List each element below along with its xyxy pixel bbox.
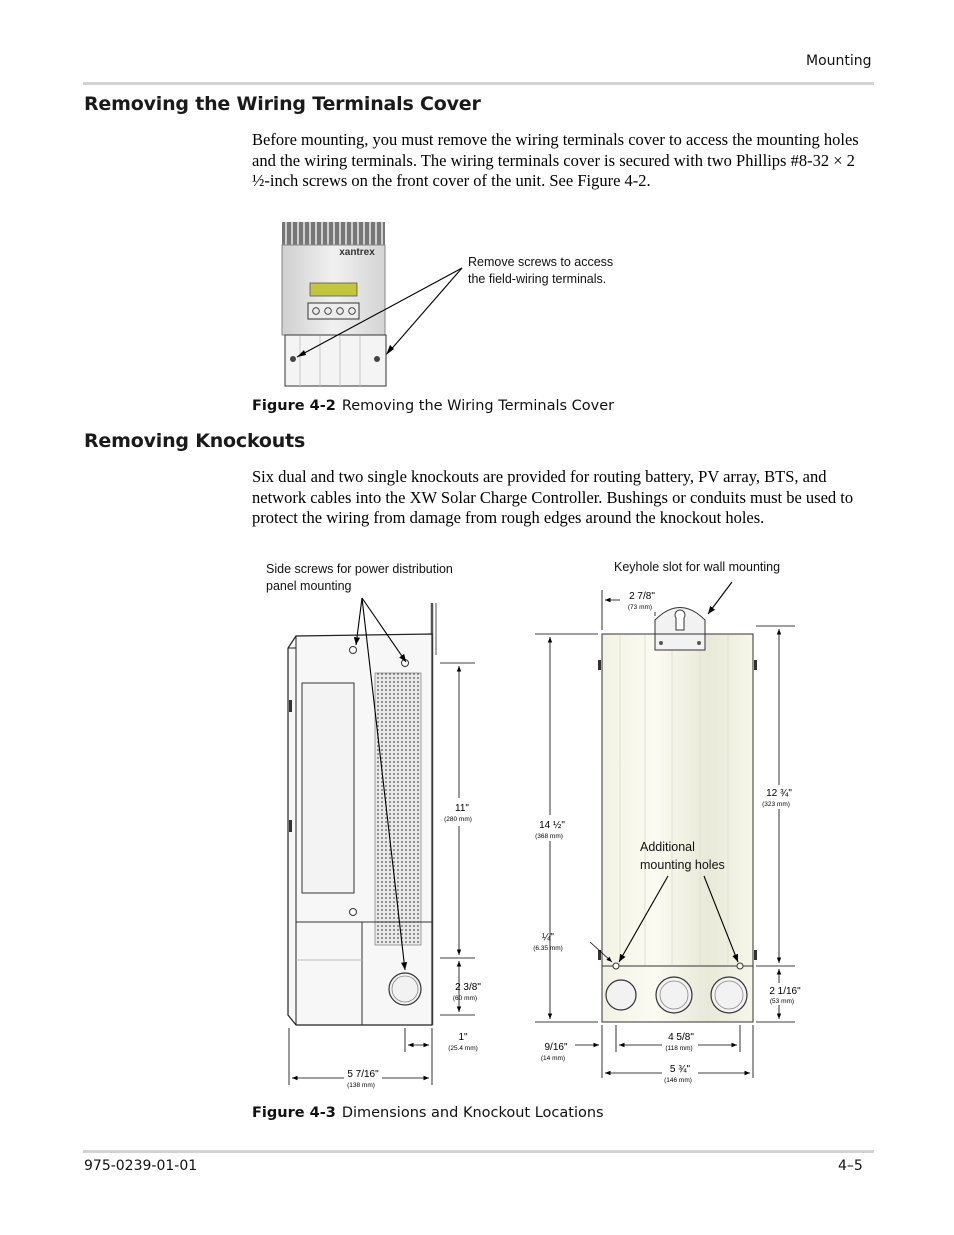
dim-5-3-4in-mm: (146 mm) (664, 1077, 692, 1084)
footer-page-number: 4–5 (838, 1158, 863, 1174)
cover-screw-right (374, 356, 380, 362)
figure-4-3-caption (252, 1105, 604, 1121)
dim-9-16in-mm: (14 mm) (540, 1055, 566, 1062)
footer-doc-number: 975-0239-01-01 (84, 1158, 198, 1174)
dim-14-1-2in: 14 ½" (539, 820, 565, 831)
figure-number: Figure 4-2 (252, 398, 336, 414)
front-view-unit (598, 608, 757, 1023)
dim-4-5-8in: 4 5/8" (668, 1032, 694, 1043)
label-side-screws-line2: panel mounting (266, 579, 352, 593)
footer-rule (83, 1150, 874, 1153)
figure-4-3-illustration (255, 550, 815, 1100)
section-paragraph-knockouts: Six dual and two single knockouts are provided for routing battery, PV array, BTS, and network cables into the XW Solar Charge Controller. Bushings or conduits must be used to protect the wiring from damage from rough edges around the knockout holes. (252, 467, 854, 527)
section-heading-knockouts: Removing Knockouts (84, 430, 306, 452)
header-rule (83, 82, 874, 85)
dim-2-7-8in-mm: (73 mm) (627, 604, 653, 611)
dim-2-3-8in-mm: (60 mm) (452, 995, 478, 1002)
label-additional-line2: mounting holes (640, 858, 725, 872)
figure-title: Removing the Wiring Terminals Cover (341, 398, 615, 414)
dim-1in-mm: (25.4 mm) (448, 1045, 478, 1052)
dim-2-3-8in: 2 3/8" (455, 982, 481, 993)
dim-5-3-4in: 5 ¾" (669, 1064, 691, 1075)
running-header: Mounting (806, 53, 872, 69)
figure-4-2-callout-line1: Remove screws to access (468, 255, 614, 269)
dim-4-5-8in-mm: (118 mm) (665, 1045, 693, 1052)
label-keyhole: Keyhole slot for wall mounting (614, 560, 781, 574)
side-view-unit (288, 603, 436, 1025)
figure-4-2-caption (252, 398, 614, 414)
figure-title: Dimensions and Knockout Locations (341, 1105, 604, 1121)
brand-logo: xantrex (339, 247, 375, 258)
dim-14-1-2in-mm: (368 mm) (535, 833, 563, 840)
dim-1-4in-mm: (6.35 mm) (533, 945, 563, 952)
label-additional-line1: Additional (640, 840, 695, 854)
dim-2-7-8in: 2 7/8" (629, 591, 655, 602)
dim-1in: 1" (458, 1032, 468, 1043)
dim-5-7-16in-mm: (138 mm) (347, 1082, 375, 1089)
dim-12-3-4in: 12 ¾" (766, 788, 792, 799)
button-panel (308, 303, 359, 319)
heatsink-fins (282, 222, 385, 245)
lcd-display (310, 283, 357, 296)
figure-4-2-callout-line2: the field-wiring terminals. (468, 272, 607, 286)
dim-1-4in: ¼" (542, 932, 554, 943)
figure-number: Figure 4-3 (252, 1105, 336, 1121)
section-paragraph-wiring-cover: Before mounting, you must remove the wiring terminals cover to access the mounting holes and the wiring terminals. The wiring terminals cover is secured with two Phillips #8-32 × 2 ½-inch screws on the front cover of the unit. See Figure 4-2. (252, 130, 859, 190)
dim-5-7-16in: 5 7/16" (347, 1069, 379, 1080)
dim-2-1-16in: 2 1/16" (769, 986, 801, 997)
dim-2-1-16in-mm: (53 mm) (769, 998, 795, 1005)
figure-4-2-illustration (270, 215, 670, 395)
dim-11in-mm: (280 mm) (444, 816, 472, 823)
dim-9-16in: 9/16" (544, 1042, 568, 1053)
label-side-screws-line1: Side screws for power distribution (266, 562, 453, 576)
dim-12-3-4in-mm: (323 mm) (762, 801, 790, 808)
cover-screw-left (290, 356, 296, 362)
dim-11in: 11" (455, 803, 469, 814)
section-heading-wiring-cover: Removing the Wiring Terminals Cover (84, 93, 481, 115)
